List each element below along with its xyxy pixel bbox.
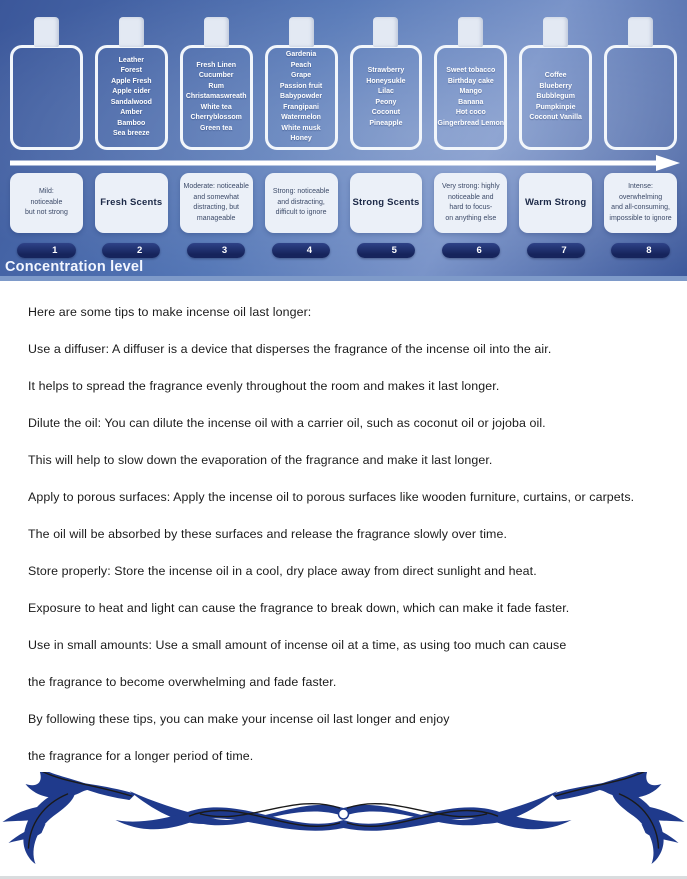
bottle-cap-icon xyxy=(628,17,653,47)
pill-row xyxy=(10,243,677,258)
tip-text-line: the fragrance for a longer period of time. xyxy=(28,749,254,763)
level-label-line: and distracting, xyxy=(277,198,325,206)
scent-name: Rum xyxy=(208,82,224,90)
scent-list xyxy=(438,66,505,129)
scent-name: Cucumber xyxy=(198,72,234,80)
tip-text-line: Here are some tips to make incense oil last longer: xyxy=(28,305,312,319)
bottle-body xyxy=(265,45,338,150)
scent-name: Coconut Vanilla xyxy=(529,114,582,122)
bottle-cap-icon xyxy=(543,17,568,47)
scent-name: Honey xyxy=(290,135,312,143)
tip-text-line: It helps to spread the fragrance evenly throughout the room and makes it last longer. xyxy=(28,379,500,393)
scent-concentration-panel xyxy=(0,0,687,281)
level-card xyxy=(95,173,168,233)
scent-name: Honeysukle xyxy=(366,77,406,85)
level-label-line: manageable xyxy=(196,214,236,222)
level-label-line: difficult to ignore xyxy=(275,209,327,217)
level-number-pill xyxy=(272,243,330,258)
tip-text-line: Use a diffuser: A diffuser is a device that disperses the fragrance of the incense oil into the air. xyxy=(28,342,552,356)
tribal-flourish-icon xyxy=(0,772,687,872)
scent-name: Gingerbread Lemon xyxy=(437,119,505,127)
level-number: 1 xyxy=(52,244,58,256)
pill-slot xyxy=(95,243,168,258)
level-label-line: Strong Scents xyxy=(352,196,420,208)
scent-bottle xyxy=(350,17,423,150)
level-number: 8 xyxy=(646,244,652,256)
level-label-line: but not strong xyxy=(25,209,68,217)
level-number: 6 xyxy=(476,244,482,256)
scent-name: Bubblegum xyxy=(536,93,575,101)
tip-text-line: Store properly: Store the incense oil in a cool, dry place away from direct sunlight and heat. xyxy=(28,564,537,578)
level-label-line: on anything else xyxy=(445,214,497,222)
tip-text-line: This will help to slow down the evaporation of the fragrance and make it last longer. xyxy=(28,453,493,467)
level-number-pill xyxy=(442,243,500,258)
level-label-line: Intense: xyxy=(628,183,654,190)
level-number-pill xyxy=(527,243,585,258)
bottle-body xyxy=(604,45,677,150)
scent-bottle xyxy=(604,17,677,150)
level-number: 7 xyxy=(561,244,567,256)
scent-name: Birthday cake xyxy=(447,77,494,85)
scent-list xyxy=(366,66,405,129)
level-label-line: Warm Strong xyxy=(524,196,587,208)
tip-text-line: Dilute the oil: You can dilute the incense oil with a carrier oil, such as coconut oil or jojoba oil. xyxy=(28,416,546,430)
level-label-line: distracting, but xyxy=(193,204,239,211)
level-label-line: noticeable xyxy=(30,198,63,206)
pill-slot xyxy=(265,243,338,258)
scent-name: Watermelon xyxy=(281,114,321,122)
level-card xyxy=(10,173,83,233)
level-number: 4 xyxy=(306,244,312,256)
scent-bottle xyxy=(180,17,253,150)
scent-name: Sweet tobacco xyxy=(446,67,496,74)
bottle-cap-icon xyxy=(119,17,144,47)
bottle-cap-icon xyxy=(458,17,483,47)
level-row xyxy=(10,173,677,233)
tip-text-line: Apply to porous surfaces: Apply the incense oil to porous surfaces like wooden furniture, curtains, or carpets. xyxy=(28,490,635,504)
scent-name: Green tea xyxy=(200,124,233,132)
tip-text-line: By following these tips, you can make your incense oil last longer and enjoy xyxy=(28,712,450,726)
scent-name: Peach xyxy=(290,61,312,69)
scent-bottle xyxy=(519,17,592,150)
scent-name: Apple cider xyxy=(112,88,151,95)
pill-slot xyxy=(604,243,677,258)
scent-name: Sandalwood xyxy=(110,98,152,106)
scent-name: Coconut xyxy=(371,109,401,116)
scent-name: Amber xyxy=(120,109,143,116)
scent-name: Grape xyxy=(290,72,312,80)
scent-name: Blueberry xyxy=(539,82,573,90)
scent-name: Pumpkinpie xyxy=(535,103,576,111)
scent-list xyxy=(529,71,582,124)
concentration-level-caption: Concentration level xyxy=(5,259,144,275)
bottle-body xyxy=(350,45,423,150)
level-label-line: Strong: noticeable xyxy=(272,188,330,196)
scent-name: Babypowder xyxy=(280,93,323,101)
scent-name: Lilac xyxy=(377,88,394,95)
level-card xyxy=(180,173,253,233)
scent-bottle xyxy=(10,17,83,150)
scent-name: Gardenia xyxy=(285,51,317,59)
scent-name: Fresh Linen xyxy=(196,61,237,69)
level-label-line: impossible to ignore xyxy=(609,214,672,222)
level-number: 5 xyxy=(391,244,397,256)
bottle-body xyxy=(519,45,592,150)
scent-name: Forest xyxy=(120,67,142,74)
scent-name: Pineapple xyxy=(369,119,403,127)
pill-slot xyxy=(350,243,423,258)
tip-text-line: Use in small amounts: Use a small amount of incense oil at a time, as using too much can cause xyxy=(28,638,567,652)
level-number-pill xyxy=(102,243,160,258)
bottle-row xyxy=(10,17,677,150)
pill-slot xyxy=(180,243,253,258)
level-card xyxy=(434,173,507,233)
bottle-body xyxy=(95,45,168,150)
scent-bottle xyxy=(95,17,168,150)
level-card xyxy=(350,173,423,233)
scent-name: Bamboo xyxy=(117,119,146,127)
pill-slot xyxy=(434,243,507,258)
scent-name: Apple Fresh xyxy=(111,77,152,85)
level-number: 3 xyxy=(221,244,228,256)
level-number-pill xyxy=(187,243,245,258)
scent-name: Strawberry xyxy=(367,67,405,74)
tip-text-line: The oil will be absorbed by these surfaces and release the fragrance slowly over time. xyxy=(28,527,507,541)
scent-name: Cherryblossom xyxy=(190,114,242,122)
scent-name: Christamaswreath xyxy=(185,93,247,101)
scent-name: Passion fruit xyxy=(279,82,323,90)
level-label-line: Moderate: noticeable xyxy=(183,183,249,190)
level-card xyxy=(519,173,592,233)
tip-text-line: the fragrance to become overwhelming and fade faster. xyxy=(28,675,337,689)
scent-name: Hot coco xyxy=(455,109,486,116)
scent-list xyxy=(111,56,152,140)
scent-name: Mango xyxy=(459,88,483,95)
bottle-cap-icon xyxy=(204,17,229,47)
scent-name: White tea xyxy=(200,103,232,111)
scent-list xyxy=(280,50,322,145)
scent-name: Frangipani xyxy=(283,103,319,111)
level-label-line: hard to focus- xyxy=(449,204,493,211)
level-label-line: overwhelming xyxy=(618,193,663,201)
scent-name: Coffee xyxy=(544,72,567,80)
bottle-cap-icon xyxy=(373,17,398,47)
level-card xyxy=(265,173,338,233)
bottle-cap-icon xyxy=(289,17,314,47)
level-label-line: Fresh Scents xyxy=(100,196,163,208)
bottle-body xyxy=(434,45,507,150)
tip-text-line: Exposure to heat and light can cause the fragrance to break down, which can make it fade faster. xyxy=(28,601,570,615)
scent-name: White musk xyxy=(281,124,321,132)
tips-section xyxy=(28,280,679,787)
level-label-line: Very strong: highly xyxy=(442,183,500,190)
level-number-pill xyxy=(357,243,415,258)
level-number: 2 xyxy=(136,244,143,256)
right-arrow-icon xyxy=(10,155,680,171)
scent-bottle xyxy=(434,17,507,150)
scent-name: Banana xyxy=(458,98,484,106)
level-number-pill xyxy=(611,243,669,258)
level-card xyxy=(604,173,677,233)
scent-bottle xyxy=(265,17,338,150)
level-label-line: noticeable and xyxy=(448,193,494,201)
level-label-line: and somewhat xyxy=(193,193,239,201)
level-label-line: Mild: xyxy=(39,188,54,196)
bottle-body xyxy=(180,45,253,150)
scent-name: Sea breeze xyxy=(113,130,150,137)
level-number-pill xyxy=(17,243,75,258)
scent-name: Leather xyxy=(118,56,144,64)
scent-list xyxy=(186,61,247,135)
bottle-cap-icon xyxy=(34,17,59,47)
bottle-body xyxy=(10,45,83,150)
level-label-line: and all-consuming, xyxy=(611,204,670,211)
pill-slot xyxy=(10,243,83,258)
pill-slot xyxy=(519,243,592,258)
scent-name: Peony xyxy=(375,98,397,106)
